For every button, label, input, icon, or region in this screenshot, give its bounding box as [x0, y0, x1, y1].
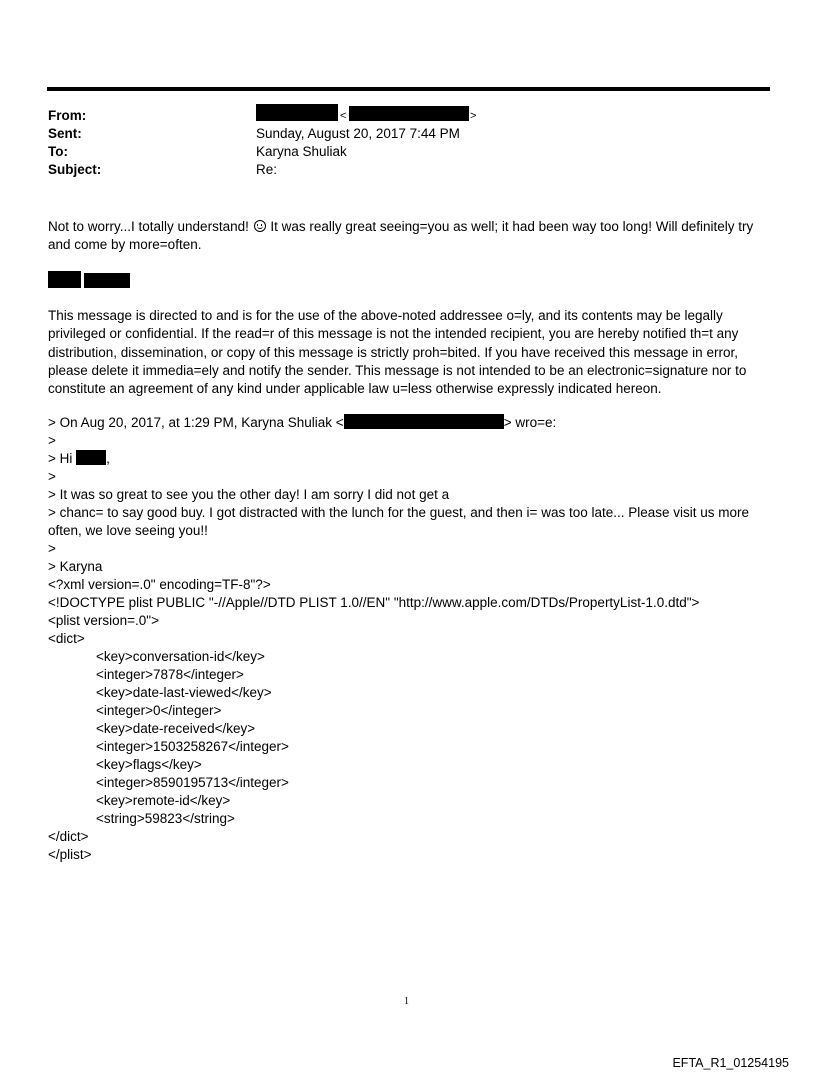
- message-paragraph: [48, 218, 773, 255]
- quoted-header-start: > On Aug 20, 2017, at 1:29 PM, Karyna Shuliak <: [48, 415, 344, 430]
- redacted-greeting-name: [76, 450, 106, 465]
- quoted-signature: > Karyna: [48, 559, 103, 574]
- sent-label: Sent:: [48, 126, 82, 141]
- quoted-greeting: [48, 450, 110, 468]
- sender-email-close-bracket: >: [470, 110, 477, 122]
- redacted-sender-name: [256, 104, 338, 121]
- sent-value: Sunday, August 20, 2017 7:44 PM: [256, 126, 460, 141]
- document-id: EFTA_R1_01254195: [672, 1056, 789, 1070]
- quoted-blank-3: >: [48, 541, 56, 556]
- plist-xml-declaration: <?xml version=.0" encoding=TF-8"?>: [48, 577, 271, 592]
- plist-entry: <integer>7878</integer>: [96, 667, 244, 682]
- plist-entry: <string>59823</string>: [96, 811, 235, 826]
- quoted-line-2: > chanc= to say good buy. I got distracted with the lunch for the guest, and then i= was too late... Please visit us more: [48, 505, 750, 520]
- redacted-signature-first: [48, 271, 81, 288]
- redacted-sender-email: [349, 106, 469, 121]
- message-text-start: Not to worry...I totally understand!: [48, 219, 249, 234]
- sender-email-open-bracket: <: [340, 110, 347, 122]
- plist-open-tag: <plist version=.0">: [48, 613, 159, 628]
- redacted-quoted-email: [344, 414, 504, 429]
- quoted-line-3: often, we love seeing you!!: [48, 523, 208, 538]
- plist-entry: <integer>0</integer>: [96, 703, 222, 718]
- to-label: To:: [48, 144, 68, 159]
- subject-label: Subject:: [48, 162, 102, 177]
- quoted-header-end: > wro=e:: [503, 415, 557, 430]
- plist-entry: <key>remote-id</key>: [96, 793, 231, 808]
- subject-value: Re:: [256, 162, 278, 177]
- from-label: From:: [48, 108, 87, 123]
- quoted-line-1: > It was so great to see you the other day! I am sorry I did not get a: [48, 487, 450, 502]
- plist-close-tag: </plist>: [48, 847, 92, 862]
- message-text-end: It was really great seeing=you as well; it had been way too long! Will definitely try and come by more=often.: [48, 219, 754, 253]
- plist-entry: <key>date-last-viewed</key>: [96, 685, 272, 700]
- quoted-blank-2: >: [48, 469, 56, 484]
- plist-entry: <key>date-received</key>: [96, 721, 256, 736]
- dict-open-tag: <dict>: [48, 631, 85, 646]
- quoted-header-line: [48, 414, 556, 432]
- plist-entry: <key>flags</key>: [96, 757, 202, 772]
- plist-entry: <key>conversation-id</key>: [96, 649, 265, 664]
- plist-doctype: <!DOCTYPE plist PUBLIC "-//Apple//DTD PLIST 1.0//EN" "http://www.apple.com/DTDs/PropertyList-1.0.dtd">: [48, 595, 700, 610]
- quoted-greeting-end: ,: [106, 451, 110, 466]
- smiley-icon: [254, 220, 266, 232]
- redacted-signature-last: [84, 273, 130, 288]
- quoted-blank-1: >: [48, 433, 56, 448]
- to-value: Karyna Shuliak: [256, 144, 347, 159]
- quoted-greeting-start: > Hi: [48, 451, 77, 466]
- header-rule: [47, 87, 770, 91]
- confidentiality-disclaimer: This message is directed to and is for the use of the above-noted addressee o=ly, and its contents may be legally privileged or confidential. If the read=r of this message is not the intended recipient, you are hereby notified th=t any distribution, dissemination, or copy of this message is strictly proh=bited. If you have received this message in error, please delete it immedia=ely and notify the sender. This message is not intended to be an electronic=signature nor to constitute an agreement of any kind under applicable law u=less otherwise expressly indicated hereon.: [48, 308, 747, 397]
- dict-close-tag: </dict>: [48, 829, 89, 844]
- plist-entry: <integer>8590195713</integer>: [96, 775, 289, 790]
- page-number: 1: [404, 996, 409, 1007]
- plist-entry: <integer>1503258267</integer>: [96, 739, 289, 754]
